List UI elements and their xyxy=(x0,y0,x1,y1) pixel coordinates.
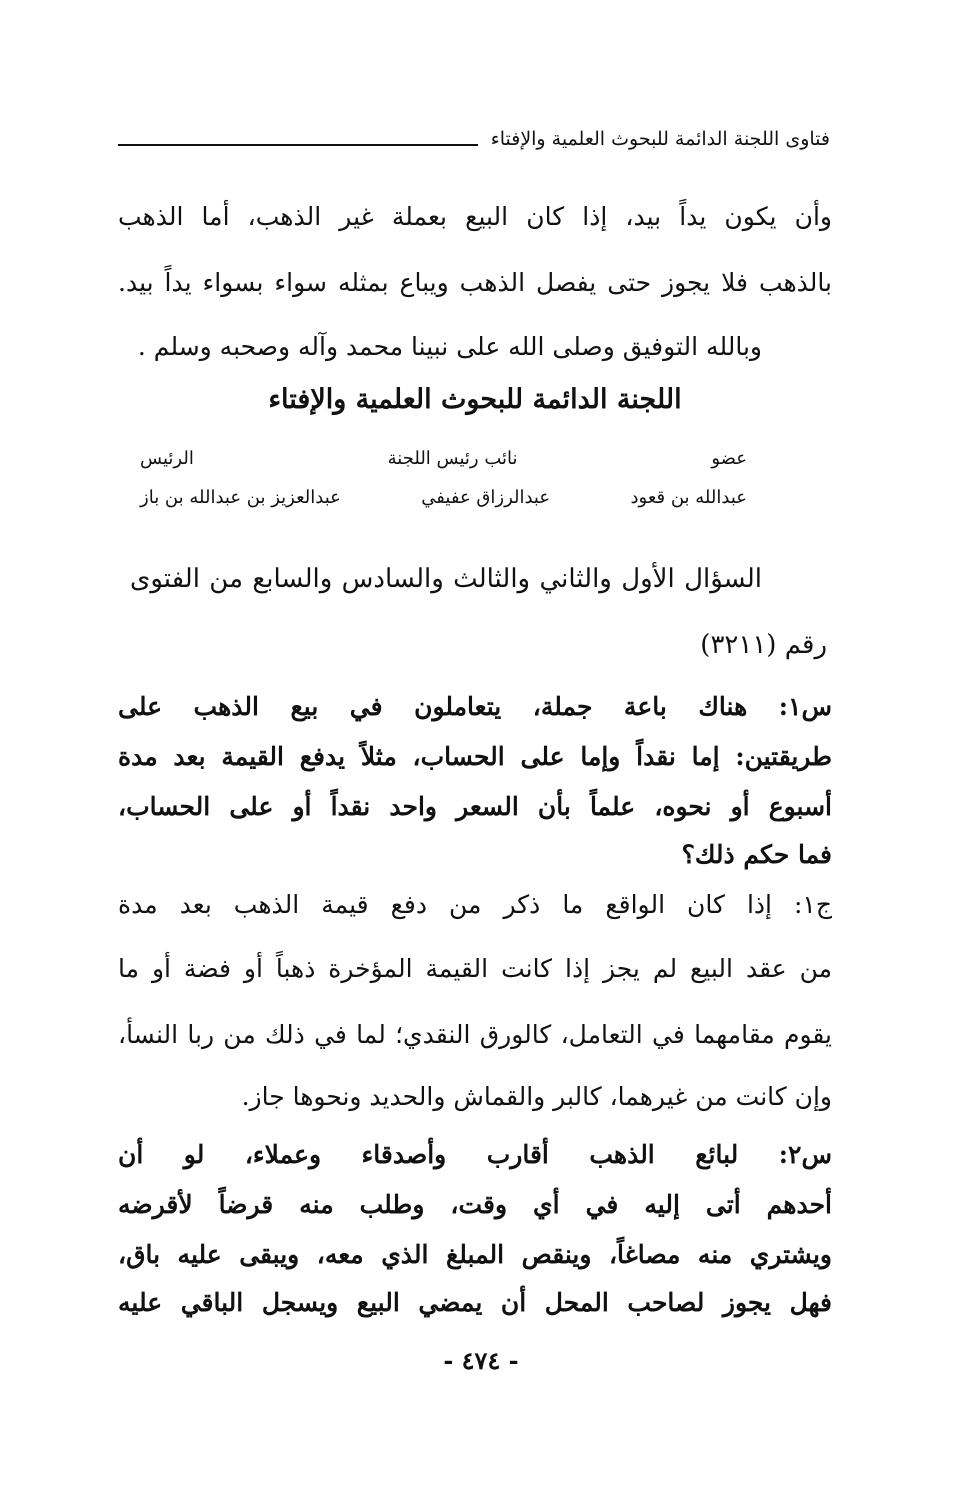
name-chair: عبدالعزيز بن عبدالله بن باز xyxy=(140,487,341,508)
answer-1-line: من عقد البيع لم يجز إذا كانت القيمة المؤخرة ذهباً أو فضة أو ما xyxy=(118,954,832,983)
question-1-line: أسبوع أو نحوه، علماً بأن السعر واحد نقداً أو على الحساب، xyxy=(118,792,832,821)
committee-title: اللجنة الدائمة للبحوث العلمية والإفتاء xyxy=(268,384,682,415)
question-2-line: فهل يجوز لصاحب المحل أن يمضي البيع ويسجل الباقي عليه xyxy=(118,1288,832,1317)
question-1-line: س١: هناك باعة جملة، يتعاملون في بيع الذهب على xyxy=(118,692,832,721)
question-1-line: فما حكم ذلك؟ xyxy=(681,840,832,869)
name-deputy: عبدالرزاق عفيفي xyxy=(421,487,551,508)
intro-line: وأن يكون يداً بيد، إذا كان البيع بعملة غير الذهب، أما الذهب xyxy=(118,202,832,231)
role-member: عضو xyxy=(711,448,747,469)
question-2-line: ويشتري منه مصاغاً، وينقص المبلغ الذي معه، ويبقى عليه باق، xyxy=(118,1240,833,1269)
question-1-line: طريقتين: إما نقداً وإما على الحساب، مثلاً يدفع القيمة بعد مدة xyxy=(118,742,832,771)
role-deputy: نائب رئيس اللجنة xyxy=(387,448,518,469)
closing-prayer: وبالله التوفيق وصلى الله على نبينا محمد وآله وصحبه وسلم . xyxy=(137,332,762,361)
answer-1-line: ج١: إذا كان الواقع ما ذكر من دفع قيمة الذهب بعد مدة xyxy=(118,890,832,919)
page-number: - ٤٧٤ - xyxy=(443,1346,519,1375)
fatwa-reference: السؤال الأول والثاني والثالث والسادس والسابع من الفتوى xyxy=(130,564,762,594)
running-header xyxy=(118,122,830,162)
signature-roles xyxy=(140,448,747,469)
header-title: فتاوى اللجنة الدائمة للبحوث العلمية والإفتاء xyxy=(490,128,830,150)
role-chair: الرئيس xyxy=(140,448,194,469)
intro-line: بالذهب فلا يجوز حتى يفصل الذهب ويباع بمثله سواء بسواء يداً بيد. xyxy=(118,268,832,297)
name-member: عبدالله بن قعود xyxy=(630,487,747,508)
signature-names xyxy=(140,487,747,508)
header-rule xyxy=(118,144,478,146)
question-2-line: أحدهم أتى إليه في أي وقت، وطلب منه قرضاً لأقرضه xyxy=(118,1190,832,1219)
answer-1-line: يقوم مقامهما في التعامل، كالورق النقدي؛ لما في ذلك من ربا النسأ، xyxy=(118,1020,832,1049)
answer-1-line: وإن كانت من غيرهما، كالبر والقماش والحديد ونحوها جاز. xyxy=(241,1082,832,1111)
fatwa-number: رقم (٣٢١١) xyxy=(700,630,827,660)
question-2-line: س٢: لبائع الذهب أقارب وأصدقاء وعملاء، لو أن xyxy=(118,1140,832,1169)
